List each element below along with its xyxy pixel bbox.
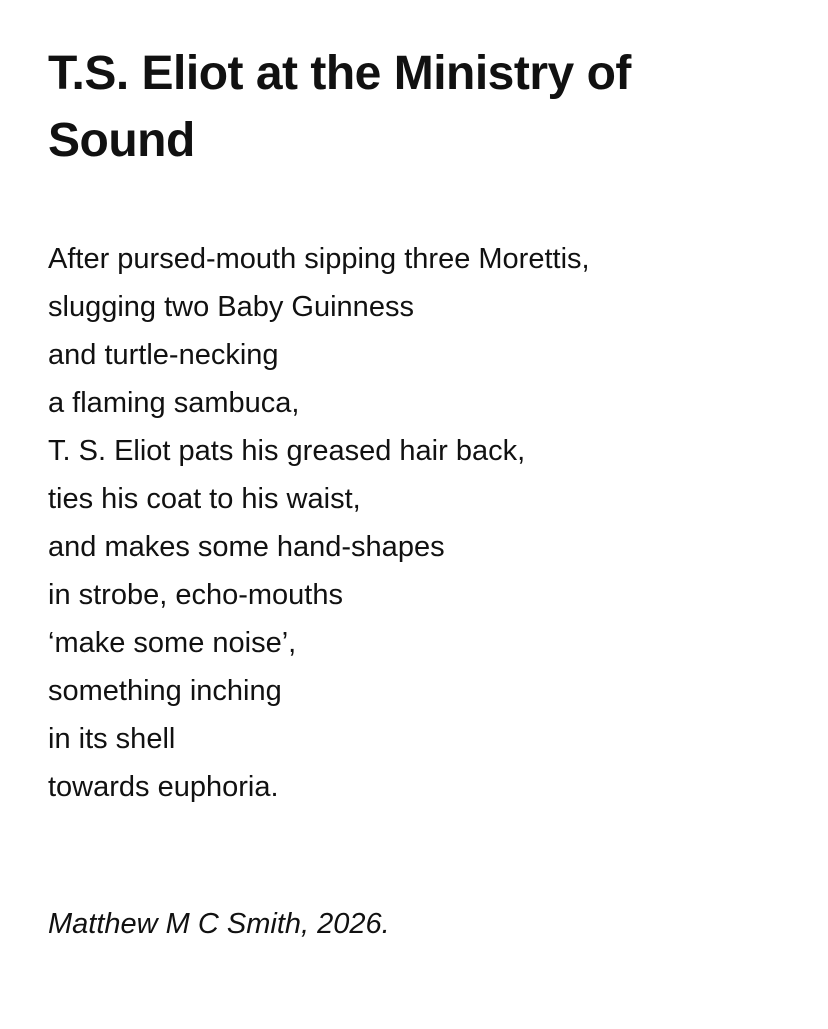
poem-line: After pursed-mouth sipping three Morettis, xyxy=(48,243,590,275)
poem-line: in its shell xyxy=(48,723,176,755)
poem-line: a flaming sambuca, xyxy=(48,387,300,419)
poem-body xyxy=(48,235,778,811)
poem-attribution: Matthew M C Smith, 2026. xyxy=(48,908,390,940)
poem-line: towards euphoria. xyxy=(48,771,279,803)
poem-line: T. S. Eliot pats his greased hair back, xyxy=(48,435,526,467)
poem-line: ‘make some noise’, xyxy=(48,627,297,659)
poem-line: and turtle-necking xyxy=(48,339,279,371)
poem-line: something inching xyxy=(48,675,282,707)
poem-line: ties his coat to his waist, xyxy=(48,483,361,515)
poem-line: in strobe, echo-mouths xyxy=(48,579,343,611)
poem-line: slugging two Baby Guinness xyxy=(48,291,414,323)
poem-line: and makes some hand-shapes xyxy=(48,531,445,563)
poem-title: T.S. Eliot at the Ministry of Sound xyxy=(48,47,631,167)
